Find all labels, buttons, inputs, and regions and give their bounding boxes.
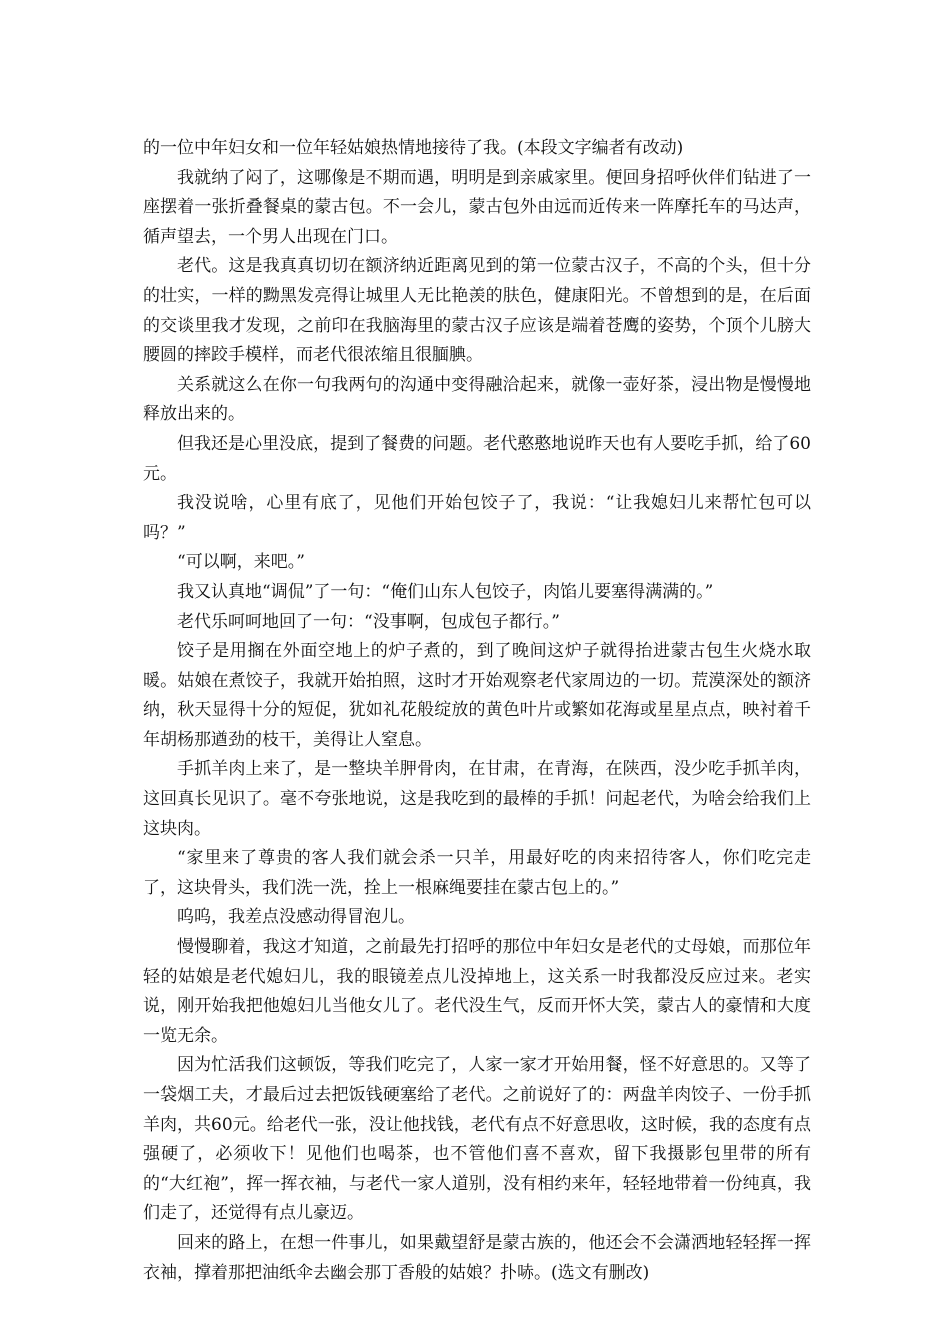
paragraph: 因为忙活我们这顿饭，等我们吃完了，人家一家才开始用餐，怪不好意思的。又等了一袋烟工夫，才最后过去把饭钱硬塞给了老代。之前说好了的：两盘羊肉饺子、一份手抓羊肉，共60元。给老代一张，没让他找钱，老代有点不好意思收，这时候，我的态度有点强硬了，必须收下！见他们也喝茶，也不管他们喜不喜欢，留下我摄影包里带的所有的“大红袍”，挥一挥衣袖，与老代一家人道别，没有相约来年，轻轻地带着一份纯真，我们走了，还觉得有点儿豪迈。 [143,1055,811,1224]
paragraph: “可以啊，来吧。” [177,552,305,573]
paragraph: 手抓羊肉上来了，是一整块羊胛骨肉，在甘肃，在青海，在陕西，没少吃手抓羊肉，这回真长见识了。毫不夸张地说，这是我吃到的最棒的手抓！问起老代，为啥会给我们上这块肉。 [143,759,811,839]
paragraph: 慢慢聊着，我这才知道，之前最先打招呼的那位中年妇女是老代的丈母娘，而那位年轻的姑娘是老代媳妇儿，我的眼镜差点儿没掉地上，这关系一时我都没反应过来。老实说，刚开始我把他媳妇儿当他女儿了。老代没生气，反而开怀大笑，蒙古人的豪情和大度一览无余。 [143,937,811,1046]
paragraph: “家里来了尊贵的客人我们就会杀一只羊，用最好吃的肉来招待客人，你们吃完走了，这块骨头，我们洗一洗，拴上一根麻绳要挂在蒙古包上的。” [143,848,811,898]
paragraph-continuation: 的一位中年妇女和一位年轻姑娘热情地接待了我。(本段文字编者有改动) [143,138,684,158]
paragraph: 老代。这是我真真切切在额济纳近距离见到的第一位蒙古汉子，不高的个头，但十分的壮实，一样的黝黑发亮得让城里人无比艳羡的肤色，健康阳光。不曾想到的是，在后面的交谈里我才发现，之前印在我脑海里的蒙古汉子应该是端着苍鹰的姿势，个顶个儿膀大腰圆的摔跤手模样，而老代很浓缩且很腼腆。 [143,256,811,366]
paragraph: 我又认真地“调侃”了一句：“俺们山东人包饺子，肉馅儿要塞得满满的。” [177,581,714,602]
paragraph: 但我还是心里没底，提到了餐费的问题。老代憨憨地说昨天也有人要吃手抓，给了60元。 [143,433,811,484]
paragraph: 回来的路上，在想一件事儿，如果戴望舒是蒙古族的，他还会不会潇洒地轻轻挥一挥衣袖，撑着那把油纸伞去幽会那丁香般的姑娘？扑哧。(选文有删改) [143,1232,811,1283]
paragraph: 老代乐呵呵地回了一句：“没事啊，包成包子都行。” [177,611,560,632]
paragraph: 我没说啥，心里有底了，见他们开始包饺子了，我说：“让我媳妇儿来帮忙包可以吗？” [143,493,811,543]
paragraph: 呜呜，我差点没感动得冒泡儿。 [177,907,415,928]
paragraph: 饺子是用搁在外面空地上的炉子煮的，到了晚间这炉子就得抬进蒙古包生火烧水取暖。姑娘在煮饺子，我就开始拍照，这时才开始观察老代家周边的一切。荒漠深处的额济纳，秋天显得十分的短促，犹如礼花般绽放的黄色叶片或繁如花海或星星点点，映衬着千年胡杨那遒劲的枝干，美得让人窒息。 [143,641,811,750]
article-body [143,134,811,1288]
paragraph: 关系就这么在你一句我两句的沟通中变得融洽起来，就像一壶好茶，浸出物是慢慢地释放出来的。 [143,374,811,425]
paragraph: 我就纳了闷了，这哪像是不期而遇，明明是到亲戚家里。便回身招呼伙伴们钻进了一座摆着一张折叠餐桌的蒙古包。不一会儿，蒙古包外由远而近传来一阵摩托车的马达声，循声望去，一个男人出现在门口。 [143,167,811,247]
